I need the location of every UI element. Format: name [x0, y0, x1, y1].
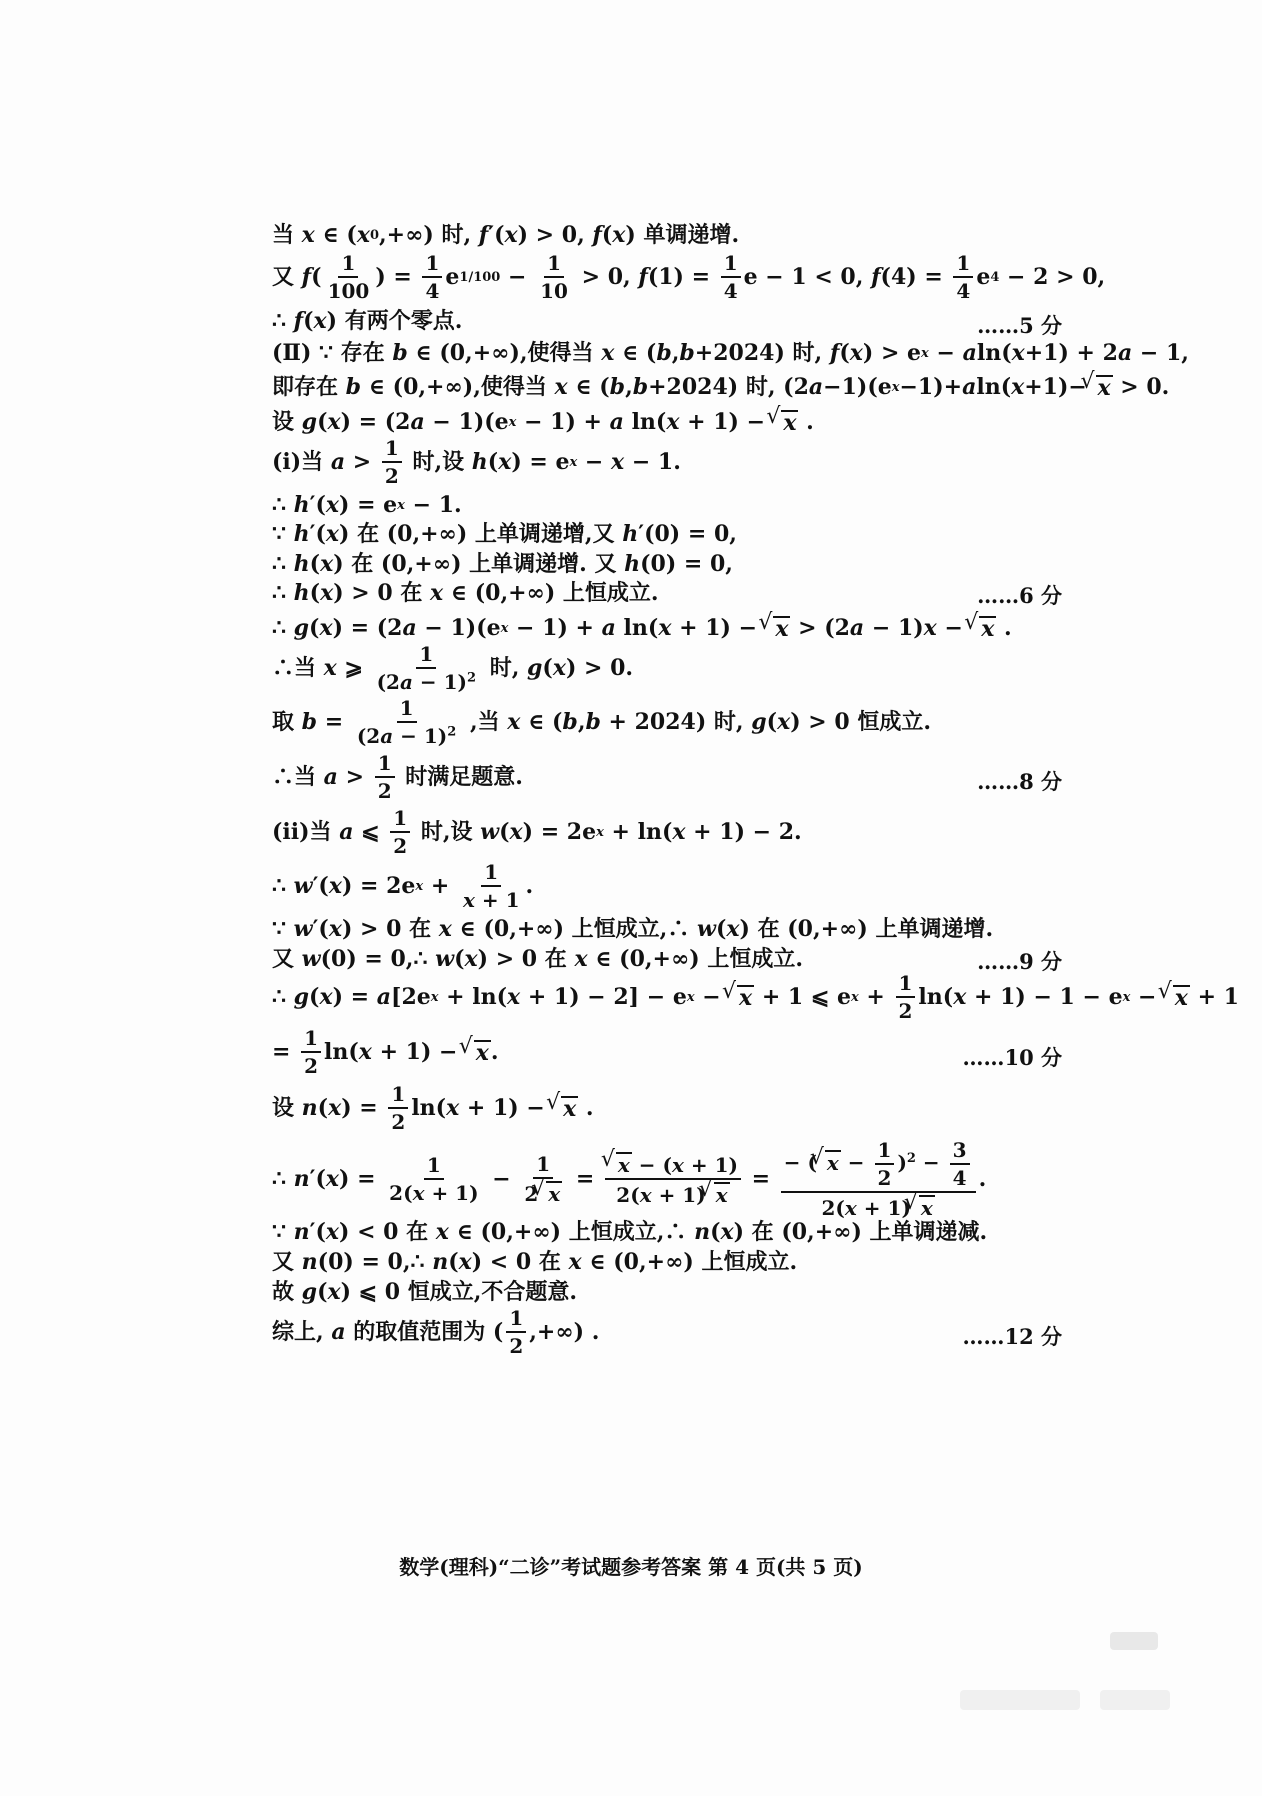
solution-line-20: ∴ g ( x ) = a [2e x + ln( x + 1) − 2] − e x − √ x + 1 ⩽ e x + $\frac{1}{2}$ ln( x + 1) − 1 − e x − √ x + 1 — [272, 975, 1062, 1019]
solution-line-8: ∴ h ′( x ) = e x − 1. — [272, 492, 462, 518]
solution-line-23: ∴ n ′( x ) = $\frac{1}{2(x + 1)}$ − $\frac{1}{2 √ x}$ = √ $\frac{x - (x + 1)}{2(x + 1) √ x}$ = − ( √ x − $\frac{1}{2}$ )$^2$ − $\frac{3}{4}$ 2(x + 1) √ x . — [272, 1148, 1062, 1210]
solution-line-6: 设 g ( x ) = (2 a − 1)(e x − 1) + a ln( x + 1) − √ x . — [272, 410, 1062, 434]
solution-line-21: = $\frac{1}{2}$ ln( x + 1) − √ x . — [272, 1030, 1062, 1074]
page-footer: 数学(理科)“二诊”考试题参考答案 第 4 页(共 5 页) — [399, 1555, 863, 1579]
solution-line-1: 当 x ∈ ( x 0 ,+∞) 时, f ′( x ) > 0, f ( x ) 单调递增. — [272, 222, 740, 248]
solution-line-24: ∵ n ′( x ) < 0 在 x ∈ (0,+∞) 上恒成立,∴ n ( x ) 在 (0,+∞) 上单调递减. — [272, 1219, 988, 1245]
solution-line-10: ∴ h ( x ) 在 (0,+∞) 上单调递增. 又 h (0) = 0, — [272, 551, 733, 577]
score-8: ……8 分 — [977, 769, 1062, 794]
scan-smudge — [1100, 1690, 1170, 1710]
solution-line-17: ∴ w ′( x ) = 2e x + $\frac{1}{x + 1}$ . — [272, 860, 534, 912]
solution-line-19: 又 w (0) = 0,∴ w ( x ) > 0 在 x ∈ (0,+∞) 上恒成立. — [272, 946, 804, 972]
solution-line-18: ∵ w ′( x ) > 0 在 x ∈ (0,+∞) 上恒成立,∴ w ( x ) 在 (0,+∞) 上单调递增. — [272, 916, 994, 942]
score-9: ……9 分 — [977, 949, 1062, 974]
solution-line-4: (Ⅱ) ∵ 存在 b ∈ (0,+∞),使得当 x ∈ ( b , b +2024) 时, f ( x ) > e x − a ln( x +1) + 2 a − 1, — [272, 340, 1189, 366]
score-5: ……5 分 — [977, 313, 1062, 338]
solution-line-22: 设 n ( x ) = $\frac{1}{2}$ ln( x + 1) − √ x . — [272, 1086, 1062, 1130]
solution-line-26: 故 g ( x ) ⩽ 0 恒成立,不合题意. — [272, 1279, 578, 1305]
scan-smudge — [960, 1690, 1080, 1710]
scan-smudge — [1110, 1632, 1158, 1650]
solution-line-3: ∴ f ( x ) 有两个零点. — [272, 308, 463, 334]
solution-line-9: ∵ h ′( x ) 在 (0,+∞) 上单调递增,又 h ′(0) = 0, — [272, 521, 737, 547]
solution-line-11: ∴ h ( x ) > 0 在 x ∈ (0,+∞) 上恒成立. — [272, 580, 659, 606]
score-6: ……6 分 — [977, 583, 1062, 608]
solution-line-14: 取 b = $\frac{1}{(2a - 1)^2}$ ,当 x ∈ ( b , b + 2024) 时, g ( x ) > 0 恒成立. — [272, 696, 931, 748]
solution-line-12: ∴ g ( x ) = (2 a − 1)(e x − 1) + a ln( x + 1) − √ x > (2 a − 1) x − √ x . — [272, 616, 1062, 640]
solution-line-15: ∴当 a > $\frac{1}{2}$ 时满足题意. — [272, 751, 523, 803]
solution-line-7: (i)当 a > $\frac{1}{2}$ 时,设 h ( x ) = e x − x − 1. — [272, 436, 681, 488]
score-12: ……12 分 — [962, 1324, 1062, 1349]
solution-line-5: 即存在 b ∈ (0,+∞),使得当 x ∈ ( b , b +2024) 时, (2 a −1)(e x −1)+ a ln( x +1)− √ x > 0. — [272, 375, 1062, 399]
solution-line-2: 又 f ( $\frac{1}{100}$ ) = $\frac{1}{4}$ e 1/100 − $\frac{1}{10}$ > 0, f (1) = $\frac{1}{4}$ e − 1 < 0, f (4) = $\frac{1}{4}$ e 4 − 2 > 0, — [272, 251, 1106, 303]
solution-line-13: ∴当 x ⩾ $\frac{1}{(2a - 1)^2}$ 时, g ( x ) > 0. — [272, 642, 634, 694]
solution-line-16: (ii)当 a ⩽ $\frac{1}{2}$ 时,设 w ( x ) = 2e x + ln( x + 1) − 2. — [272, 806, 802, 858]
score-10: ……10 分 — [962, 1045, 1062, 1070]
solution-line-25: 又 n (0) = 0,∴ n ( x ) < 0 在 x ∈ (0,+∞) 上恒成立. — [272, 1249, 798, 1275]
solution-line-27: 综上, a 的取值范围为 ( $\frac{1}{2}$ ,+∞) . — [272, 1306, 600, 1358]
